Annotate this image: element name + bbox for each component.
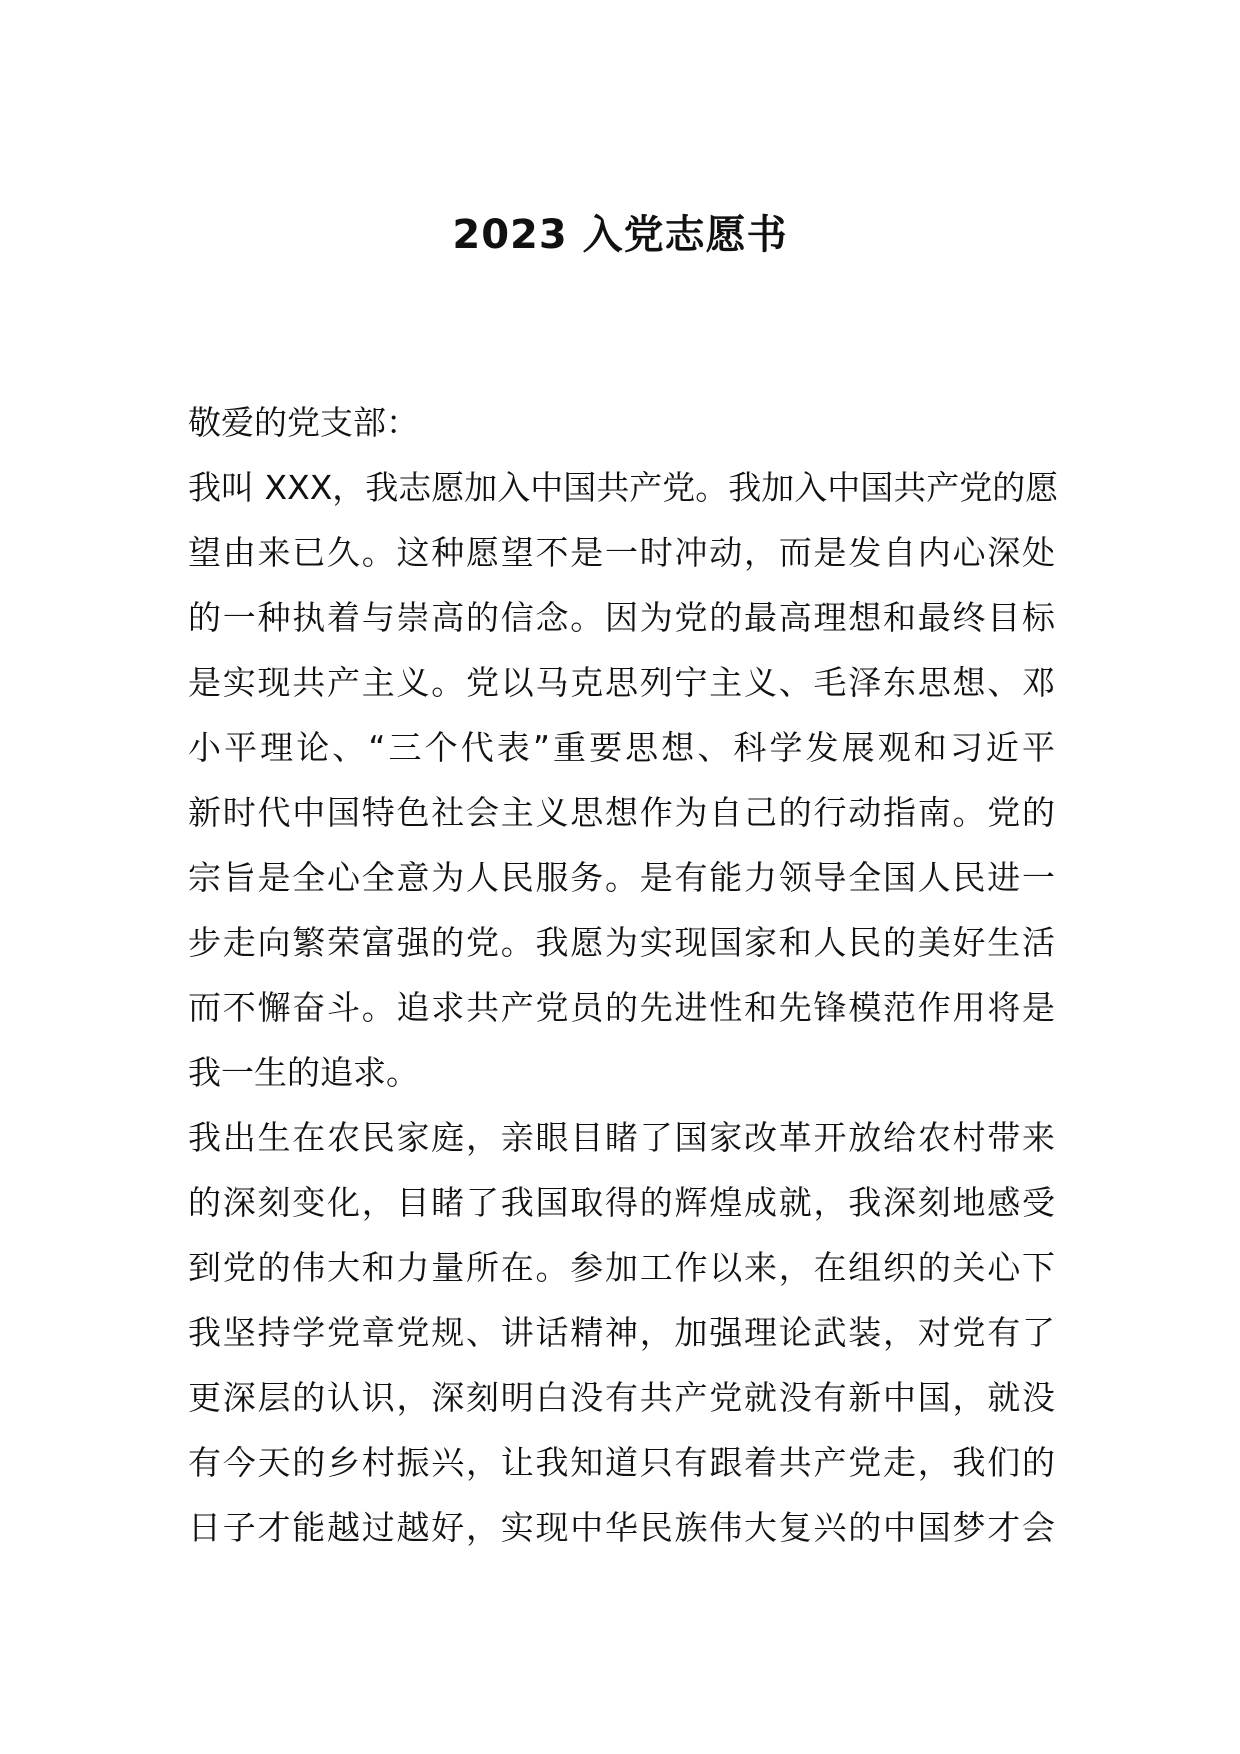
paragraph-1-line: 望由来已久。这种愿望不是一时冲动，而是发自内心深处 bbox=[188, 533, 1055, 572]
paragraph-1-line: 而不懈奋斗。追求共产党员的先进性和先锋模范作用将是 bbox=[188, 988, 1055, 1027]
paragraph-1-line: 小平理论、“三个代表”重要思想、科学发展观和习近平 bbox=[188, 728, 1055, 767]
paragraph-2-line: 日子才能越过越好，实现中华民族伟大复兴的中国梦才会 bbox=[188, 1508, 1055, 1547]
paragraph-2-line: 到党的伟大和力量所在。参加工作以来，在组织的关心下 bbox=[188, 1248, 1055, 1287]
paragraph-2-line: 的深刻变化，目睹了我国取得的辉煌成就，我深刻地感受 bbox=[188, 1183, 1055, 1222]
document-title: 2023 入党志愿书 bbox=[452, 212, 788, 258]
paragraph-2-line: 我坚持学党章党规、讲话精神，加强理论武装，对党有了 bbox=[188, 1313, 1055, 1352]
paragraph-1-line: 步走向繁荣富强的党。我愿为实现国家和人民的美好生活 bbox=[188, 923, 1055, 962]
document-body bbox=[188, 390, 1059, 1560]
paragraph-2-line: 有今天的乡村振兴，让我知道只有跟着共产党走，我们的 bbox=[188, 1443, 1055, 1482]
paragraph-1-line: 宗旨是全心全意为人民服务。是有能力领导全国人民进一 bbox=[188, 858, 1055, 897]
paragraph-1-line: 的一种执着与崇高的信念。因为党的最高理想和最终目标 bbox=[188, 598, 1055, 637]
paragraph-1-line: 新时代中国特色社会主义思想作为自己的行动指南。党的 bbox=[188, 793, 1055, 832]
paragraph-1-line: 是实现共产主义。党以马克思列宁主义、毛泽东思想、邓 bbox=[188, 663, 1055, 702]
paragraph-1-line: 我一生的追求。 bbox=[188, 1053, 419, 1092]
paragraph-2-line: 我出生在农民家庭，亲眼目睹了国家改革开放给农村带来 bbox=[188, 1118, 1055, 1157]
paragraph-2-line: 更深层的认识，深刻明白没有共产党就没有新中国，就没 bbox=[188, 1378, 1055, 1417]
paragraph-1-line: 我叫 XXX，我志愿加入中国共产党。我加入中国共产党的愿 bbox=[188, 468, 1059, 507]
salutation: 敬爱的党支部： bbox=[188, 403, 419, 442]
